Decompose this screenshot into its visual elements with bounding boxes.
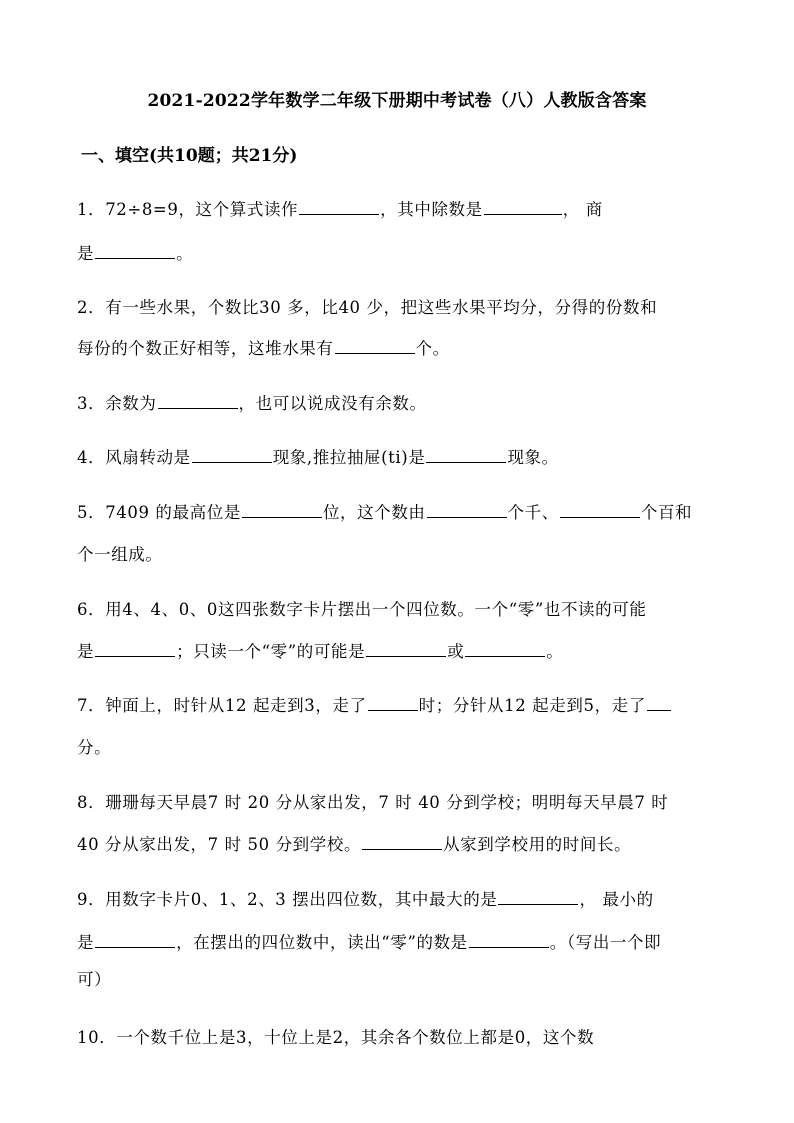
- question-5-line-1: [77, 499, 692, 523]
- q1-text-d: 是: [77, 244, 95, 263]
- q9-text-c: 是: [77, 933, 95, 952]
- question-7-line-1: [77, 692, 672, 716]
- answer-blank[interactable]: [469, 946, 549, 948]
- q4-text-b: 现象,推拉抽屉(ti)是: [272, 448, 426, 467]
- question-6-line-1: 6．用4、4、0、0这四张数字卡片摆出一个四位数。一个“零”也不读的可能: [77, 600, 647, 619]
- q5-text-b: 位，这个数由: [322, 503, 426, 522]
- q6-text-c: 或: [447, 642, 465, 661]
- question-8-line-1: 8．珊珊每天早晨7 时 20 分从家出发，7 时 40 分到学校；明明每天早晨7 时: [77, 793, 669, 812]
- section-heading: 一、填空(共10题；共21分): [81, 146, 298, 166]
- q9-text-b: ， 最小的: [579, 890, 654, 909]
- answer-blank[interactable]: [95, 655, 175, 657]
- q5-text-c: 个千、: [507, 503, 559, 522]
- answer-blank[interactable]: [299, 213, 379, 215]
- question-2-line-1: 2．有一些水果，个数比30 多，比40 少，把这些水果平均分，分得的份数和: [77, 298, 658, 317]
- q2-text-a: 每份的个数正好相等，这堆水果有: [77, 339, 334, 358]
- q4-text-c: 现象。: [507, 448, 559, 467]
- q7-text-a: 7．钟面上，时针从12 起走到3，走了: [77, 696, 367, 715]
- answer-blank[interactable]: [366, 655, 446, 657]
- question-8-line-2: [77, 831, 631, 855]
- q6-text-d: 。: [546, 642, 564, 661]
- answer-blank[interactable]: [158, 407, 238, 409]
- answer-blank[interactable]: [335, 352, 415, 354]
- question-9-line-1: [77, 886, 654, 910]
- question-5-line-2: 个一组成。: [77, 545, 163, 564]
- question-1-line-1: [77, 196, 603, 220]
- answer-blank[interactable]: [368, 709, 418, 711]
- q6-text-a: 是: [77, 642, 95, 661]
- answer-blank[interactable]: [498, 903, 578, 905]
- answer-blank[interactable]: [465, 655, 545, 657]
- q5-text-d: 个百和: [640, 503, 693, 522]
- answer-blank[interactable]: [192, 461, 272, 463]
- question-9-line-2: [77, 929, 661, 953]
- answer-blank[interactable]: [647, 709, 671, 711]
- question-3-line-1: [77, 390, 427, 414]
- q6-text-b: ；只读一个“零”的可能是: [176, 642, 366, 661]
- question-10-line-1: 10．一个数千位上是3，十位上是2，其余各个数位上都是0，这个数: [77, 1028, 595, 1047]
- question-7-line-2: 分。: [77, 738, 112, 757]
- q7-text-b: 时；分针从12 起走到5，走了: [418, 696, 646, 715]
- q8-text-b: 从家到学校用的时间长。: [443, 835, 632, 854]
- q9-text-d: ，在摆出的四位数中，读出“零”的数是: [176, 933, 468, 952]
- answer-blank[interactable]: [362, 848, 442, 850]
- q9-text-a: 9．用数字卡片0、1、2、3 摆出四位数，其中最大的是: [77, 890, 498, 909]
- answer-blank[interactable]: [242, 516, 322, 518]
- q3-text-a: 3．余数为: [77, 394, 157, 413]
- answer-blank[interactable]: [427, 516, 507, 518]
- answer-blank[interactable]: [560, 516, 640, 518]
- question-6-line-2: [77, 638, 563, 662]
- answer-blank[interactable]: [95, 257, 175, 259]
- q1-text-e: 。: [176, 244, 194, 263]
- q2-text-b: 个。: [415, 339, 450, 358]
- answer-blank[interactable]: [484, 213, 562, 215]
- q3-text-b: ，也可以说成没有余数。: [238, 394, 427, 413]
- answer-blank[interactable]: [426, 461, 506, 463]
- question-2-line-2: [77, 335, 450, 359]
- q1-text-b: ，其中除数是: [380, 200, 483, 219]
- page-title: 2021-2022学年数学二年级下册期中考试卷（八）人教版含答案: [147, 91, 647, 111]
- q8-text-a: 40 分从家出发，7 时 50 分到学校。: [77, 835, 362, 854]
- q1-text-a: 1．72÷8=9，这个算式读作: [77, 200, 299, 219]
- answer-blank[interactable]: [95, 946, 175, 948]
- question-4-line-1: [77, 444, 559, 468]
- q1-text-c: ， 商: [562, 200, 603, 219]
- q4-text-a: 4．风扇转动是: [77, 448, 191, 467]
- question-9-line-3: 可）: [77, 970, 112, 989]
- question-1-line-2: [77, 240, 193, 264]
- q5-text-a: 5．7409 的最高位是: [77, 503, 241, 522]
- q9-text-e: 。（写出一个即: [549, 933, 662, 952]
